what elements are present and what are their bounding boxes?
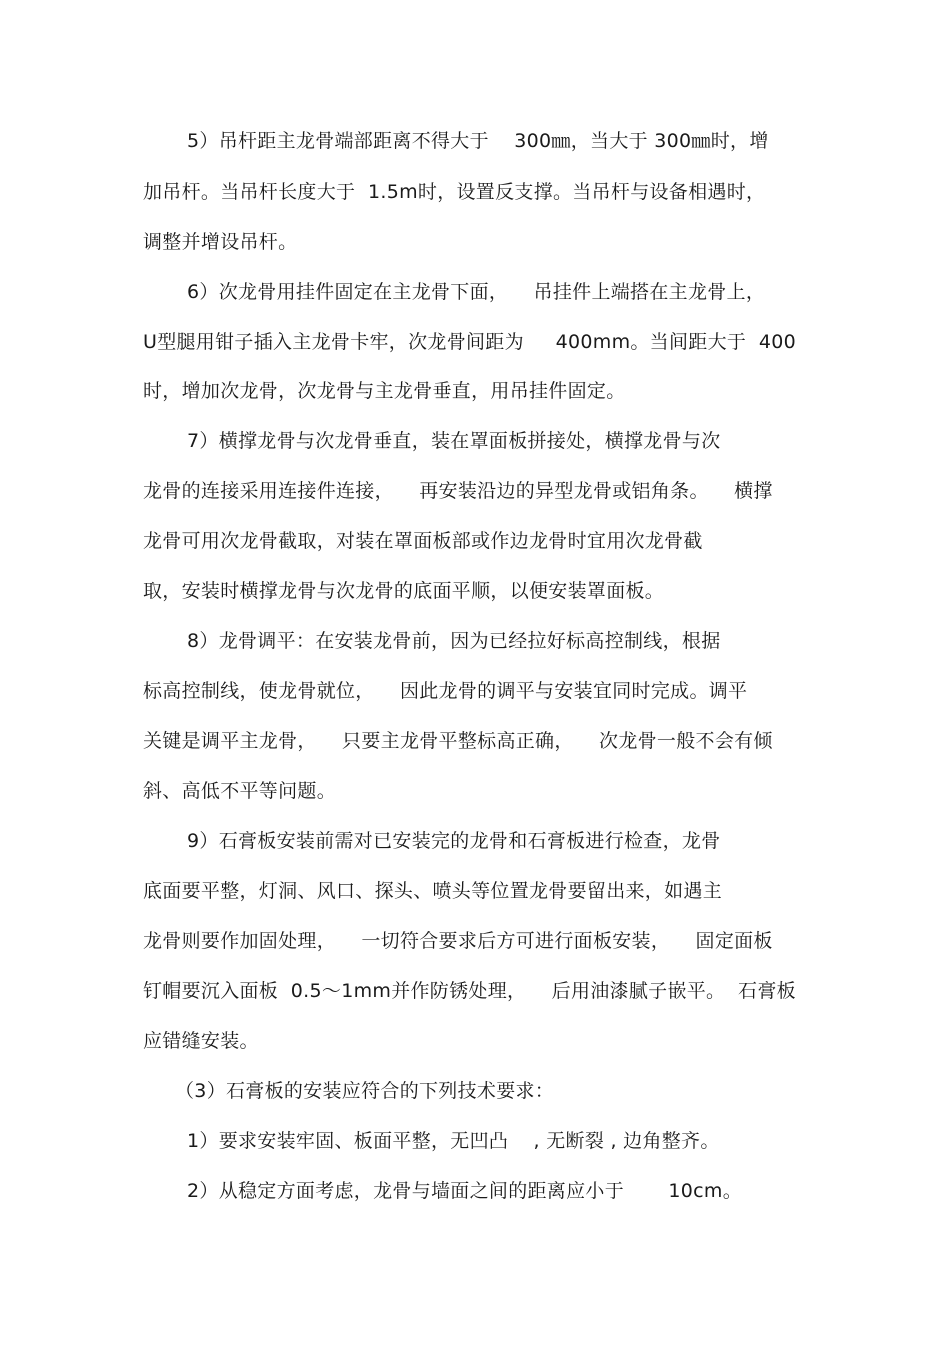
section-heading: （3）石膏板的安装应符合的下列技术要求： [175, 1080, 555, 1102]
text-line: 底面要平整，灯洞、风口、探头、喷头等位置龙骨要留出来，如遇主 [143, 880, 723, 902]
text-line: 调整并增设吊杆。 [143, 231, 298, 253]
text-line: 关键是调平主龙骨， 只要主龙骨平整标高正确， 次龙骨一般不会有倾 [143, 730, 773, 752]
text-line: 时，增加次龙骨，次龙骨与主龙骨垂直，用吊挂件固定。 [143, 380, 626, 402]
text-line: 斜、高低不平等问题。 [143, 780, 337, 802]
text-line: 9）石膏板安装前需对已安装完的龙骨和石膏板进行检查，龙骨 [187, 830, 721, 852]
text-line: 取，安装时横撑龙骨与次龙骨的底面平顺，以便安装罩面板。 [143, 580, 665, 602]
text-line: 加吊杆。当吊杆长度大于 1.5m时，设置反支撑。当吊杆与设备相遇时， [143, 181, 766, 203]
text-line: U型腿用钳子插入主龙骨卡牢，次龙骨间距为 400mm。当间距大于 400 [143, 331, 797, 353]
text-line: 龙骨可用次龙骨截取，对装在罩面板部或作边龙骨时宜用次龙骨截 [143, 530, 703, 552]
text-line: 1）要求安装牢固、板面平整，无凹凸 , 无断裂 , 边角整齐。 [187, 1130, 720, 1152]
text-line: 应错缝安装。 [143, 1030, 259, 1052]
text-line: 2）从稳定方面考虑，龙骨与墙面之间的距离应小于 10cm。 [187, 1180, 742, 1202]
text-line: 标高控制线，使龙骨就位， 因此龙骨的调平与安装宜同时完成。调平 [143, 680, 748, 702]
text-line: 8）龙骨调平：在安装龙骨前，因为已经拉好标高控制线，根据 [187, 630, 721, 652]
text-line: 龙骨则要作加固处理， 一切符合要求后方可进行面板安装， 固定面板 [143, 930, 773, 952]
text-line: 6）次龙骨用挂件固定在主龙骨下面， 吊挂件上端搭在主龙骨上， [187, 281, 766, 303]
text-line: 7）横撑龙骨与次龙骨垂直，装在罩面板拼接处，横撑龙骨与次 [187, 430, 721, 452]
text-line: 5）吊杆距主龙骨端部距离不得大于 300㎜，当大于 300㎜时，增 [187, 130, 769, 152]
text-line: 钉帽要沉入面板 0.5～1mm并作防锈处理， 后用油漆腻子嵌平。 石膏板 [143, 980, 796, 1002]
text-line: 龙骨的连接采用连接件连接， 再安装沿边的异型龙骨或铝角条。 横撑 [143, 480, 773, 502]
